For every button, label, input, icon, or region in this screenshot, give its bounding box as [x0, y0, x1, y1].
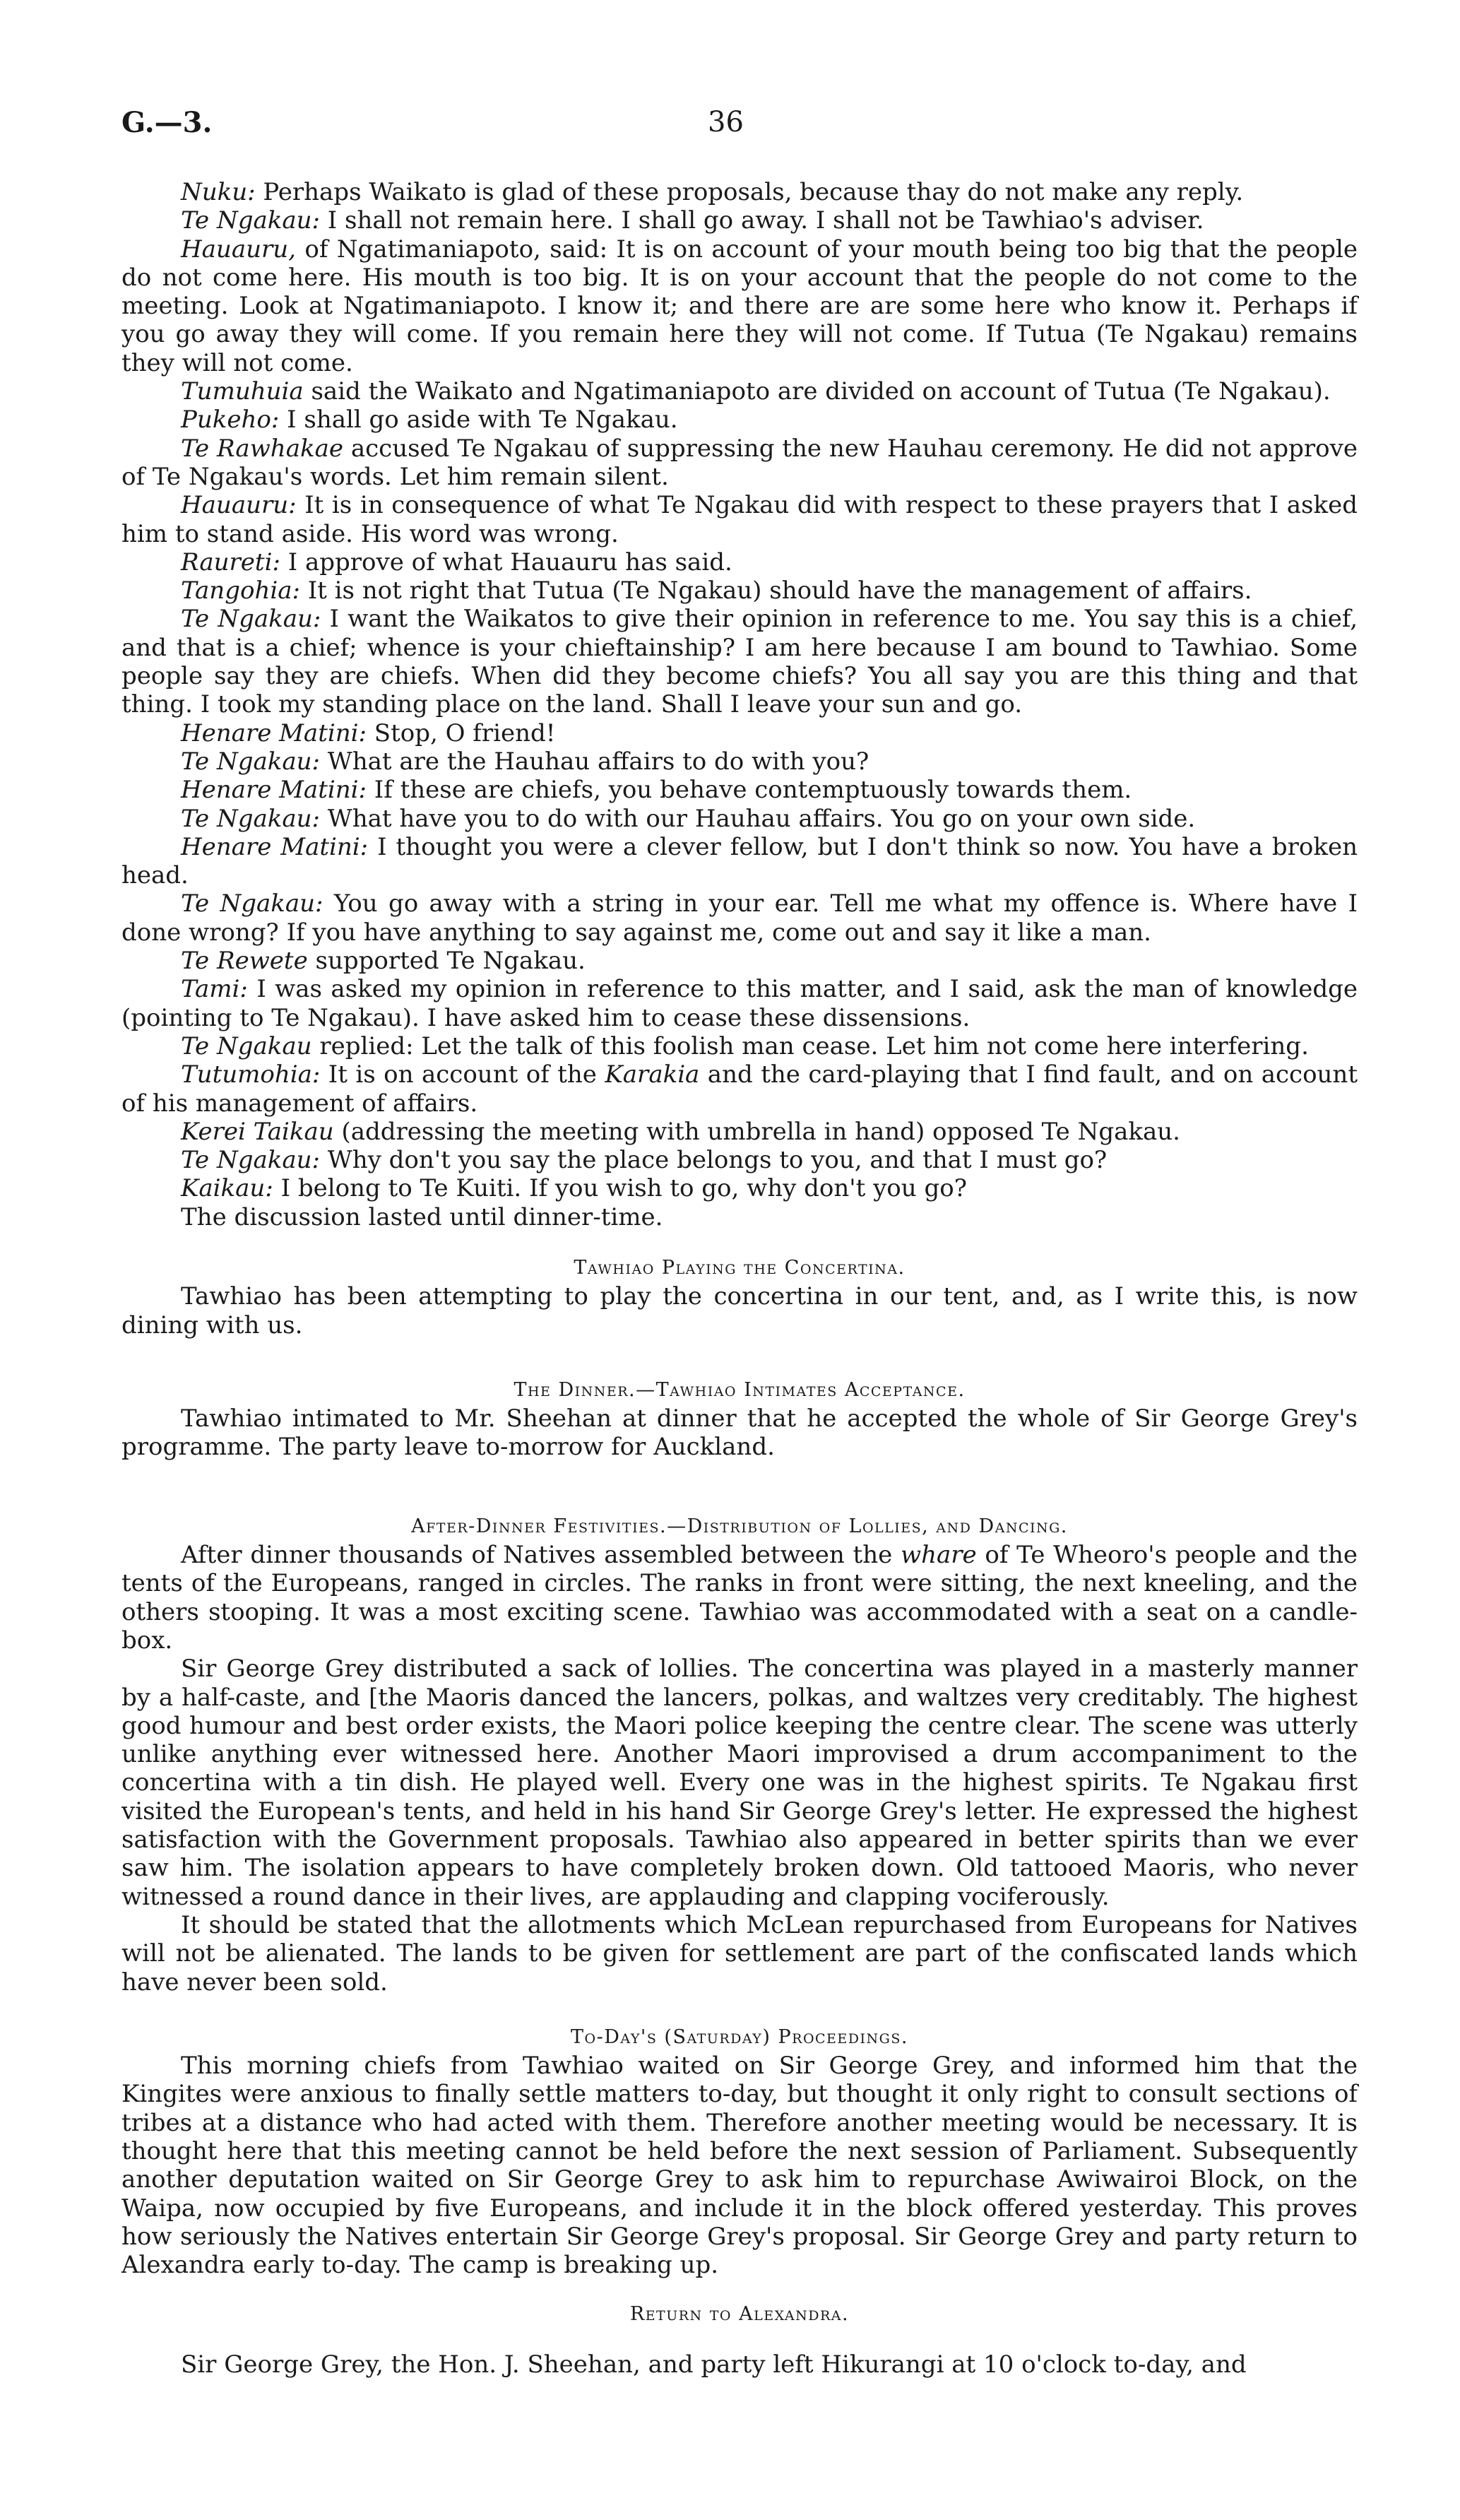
- paragraph-text: You go away with a string in your ear. Tell me what my offence is. Where have I done wrong? If you have anything to say against me, come out and say it like a man.: [121, 889, 1358, 947]
- speaker-name: Henare Matini:: [181, 776, 367, 805]
- page-number: 36: [708, 106, 744, 138]
- paragraph-text: It should be stated that the allotments which McLean repurchased from Europeans for Natives will not be alienated. The lands to be given for settlement are part of the confiscated lands which have never been sold.: [121, 1910, 1358, 1997]
- speaker-name: Tumuhuia: [181, 377, 304, 406]
- paragraph-text: I shall go aside with Te Ngakau.: [279, 406, 678, 434]
- section-heading: After-Dinner Festivities.—Distribution of Lollies, and Dancing.: [411, 1515, 1068, 1537]
- paragraph: [121, 1174, 1358, 1202]
- paragraph-text: (addressing the meeting with umbrella in hand) opposed Te Ngakau.: [333, 1117, 1180, 1146]
- paragraph-text: said the Waikato and Ngatimaniapoto are divided on account of Tutua (Te Ngakau).: [303, 377, 1331, 406]
- paragraph-text: of Te Wheoro's people and the tents of the Europeans, ranged in circles. The ranks in front were sitting, the next kneeling, and the others stooping. It was a most exciting scene. Tawhiao was accommodated with a seat on a candle-box.: [121, 1541, 1358, 1655]
- paragraph: [121, 1655, 1358, 1911]
- italic-term: whare: [900, 1541, 977, 1570]
- paragraph: [121, 406, 1358, 434]
- paragraph: [121, 776, 1358, 804]
- paragraph-text: I shall not remain here. I shall go away. I shall not be Tawhiao's adviser.: [319, 206, 1204, 235]
- paragraph: [121, 206, 1358, 235]
- paragraph-text: Sir George Grey distributed a sack of lollies. The concertina was played in a masterly manner by a half-caste, and [the Maoris danced the lancers, polkas, and waltzes very creditably. The highest good humour and best order exists, the Maori police keeping the centre clear. The scene was utterly unlike anything ever witnessed here. Another Maori improvised a drum accompaniment to the concertina with a tin dish. He played well. Every one was in the highest spirits. Te Ngakau first visited the European's tents, and held in his hand Sir George Grey's letter. He expressed the highest satisfaction with the Government proposals. Tawhiao also appeared in better spirits than we ever saw him. The isolation appears to have completely broken down. Old tattooed Maoris, who never witnessed a round dance in their lives, are applauding and clapping vociferously.: [121, 1655, 1358, 1911]
- paragraph-text: I was asked my opinion in reference to this matter, and I said, ask the man of knowledge (pointing to Te Ngakau). I have asked him to cease these dissensions.: [121, 975, 1358, 1032]
- paragraph-text: Why don't you say the place belongs to you, and that I must go?: [319, 1146, 1108, 1175]
- speaker-name: Te Ngakau:: [181, 804, 320, 833]
- paragraph: [121, 1911, 1358, 1997]
- page-header: [121, 106, 1358, 155]
- paragraph-text: and the card-playing that I find fault, and on account of his management of affairs.: [121, 1060, 1358, 1118]
- paragraph: [121, 719, 1358, 747]
- paragraph-text: Perhaps Waikato is glad of these proposals, because thay do not make any reply.: [255, 178, 1244, 206]
- paragraph: [121, 434, 1358, 492]
- speaker-name: Te Ngakau:: [181, 1146, 320, 1175]
- paragraph-text: What are the Hauhau affairs to do with you?: [319, 747, 870, 776]
- paragraph-text: What have you to do with our Hauhau affairs. You go on your own side.: [319, 804, 1196, 833]
- speaker-name: Tangohia:: [181, 576, 300, 605]
- paragraph: [121, 1282, 1358, 1339]
- paragraph-text: This morning chiefs from Tawhiao waited on Sir George Grey, and informed him that the Kingites were anxious to finally settle matters to-day, but thought it only right to consult sections of tribes at a distance who had acted with them. Therefore another meeting would be necessary. It is thought here that this meeting cannot be held before the next session of Parliament. Subsequently another deputation waited on Sir George Grey to ask him to repurchase Awiwairoi Block, on the Waipa, now occupied by five Europeans, and include it in the block offered yesterday. This proves how seriously the Natives entertain Sir George Grey's proposal. Sir George Grey and party return to Alexandra early to-day. The camp is breaking up.: [121, 2052, 1358, 2280]
- speaker-name: Te Ngakau:: [181, 889, 324, 918]
- paragraph: [121, 1404, 1358, 1462]
- paragraph-text: Tawhiao intimated to Mr. Sheehan at dinner that he accepted the whole of Sir George Grey's programme. The party leave to-morrow for Auckland.: [121, 1404, 1358, 1462]
- italic-term: Karakia: [605, 1060, 700, 1089]
- paragraph-text: I thought you were a clever fellow, but I don't think so now. You have a broken head.: [121, 832, 1358, 890]
- speaker-name: Te Ngakau: [181, 1031, 312, 1060]
- document-reference: G.—3.: [121, 106, 213, 139]
- paragraph-text: accused Te Ngakau of suppressing the new Hauhau ceremony. He did not approve of Te Ngakau's words. Let him remain silent.: [121, 434, 1358, 491]
- paragraph: [121, 833, 1358, 890]
- speaker-name: Te Ngakau:: [181, 747, 320, 776]
- paragraph-text: If these are chiefs, you behave contemptuously towards them.: [366, 776, 1132, 805]
- paragraph-text: I want the Waikatos to give their opinion in reference to me. You say this is a chief, and that is a chief; whence is your chieftainship? I am here because I am bound to Tawhiao. Some people say they are chiefs. When did they become chiefs? You all say you are this thing and that thing. I took my standing place on the land. Shall I leave your sun and go.: [121, 605, 1358, 719]
- paragraph: [121, 178, 1358, 206]
- paragraph-text: It is not right that Tutua (Te Ngakau) should have the management of affairs.: [299, 576, 1252, 605]
- paragraph: [121, 235, 1358, 377]
- paragraph: [121, 975, 1358, 1032]
- paragraph: [121, 2350, 1358, 2379]
- paragraph: [121, 377, 1358, 406]
- section-heading: To-Day's (Saturday) Proceedings.: [571, 2025, 908, 2048]
- paragraph-text: I belong to Te Kuiti. If you wish to go, why don't you go?: [273, 1174, 967, 1203]
- speaker-name: Henare Matini:: [181, 718, 367, 747]
- paragraph: [121, 605, 1358, 718]
- paragraph: [121, 1118, 1358, 1146]
- speaker-name: Nuku:: [181, 178, 256, 206]
- section-heading: The Dinner.—Tawhiao Intimates Acceptance.: [514, 1378, 966, 1401]
- speaker-name: Kaikau:: [181, 1174, 273, 1203]
- speaker-name: Tami:: [181, 975, 248, 1004]
- paragraph: [121, 2052, 1358, 2279]
- paragraph-text: replied: Let the talk of this foolish man cease. Let him not come here interfering.: [311, 1031, 1309, 1060]
- paragraph: [121, 1541, 1358, 1655]
- speaker-name: Kerei Taikau: [181, 1117, 334, 1146]
- paragraph: [121, 1060, 1358, 1118]
- paragraph-text: Stop, O friend!: [366, 718, 556, 747]
- paragraph-text: The discussion lasted until dinner-time.: [181, 1202, 663, 1231]
- paragraph: [121, 947, 1358, 975]
- document-body: [121, 178, 1358, 2379]
- paragraph-text: Sir George Grey, the Hon. J. Sheehan, and party left Hikurangi at 10 o'clock to-day, and: [181, 2350, 1247, 2379]
- speaker-name: Te Ngakau:: [181, 605, 321, 634]
- paragraph: [121, 576, 1358, 605]
- section-heading: Return to Alexandra.: [629, 2303, 850, 2326]
- speaker-name: Tutumohia:: [181, 1060, 321, 1089]
- paragraph-text: supported Te Ngakau.: [307, 947, 586, 976]
- speaker-name: Pukeho:: [181, 406, 280, 434]
- paragraph: [121, 889, 1358, 947]
- speaker-name: Raureti:: [181, 548, 280, 576]
- section-heading: Tawhiao Playing the Concertina.: [574, 1256, 906, 1279]
- paragraph: [121, 1203, 1358, 1231]
- paragraph-text: of Ngatimaniapoto, said: It is on account of your mouth being too big that the people do not come here. His mouth is too big. It is on your account that the people do not come to the meeting. Look at Ngatimaniapoto. I know it; and there are are some here who know it. Perhaps if you go away they will come. If you remain here they will not come. If Tutua (Te Ngakau) remains they will not come.: [121, 235, 1358, 377]
- paragraph: [121, 1032, 1358, 1060]
- paragraph-text: I approve of what Hauauru has said.: [280, 548, 732, 576]
- paragraph: [121, 491, 1358, 548]
- speaker-name: Hauauru,: [181, 235, 296, 264]
- paragraph-text: It is on account of the: [320, 1060, 605, 1089]
- paragraph: [121, 1146, 1358, 1174]
- speaker-name: Henare Matini:: [181, 832, 369, 861]
- paragraph: [121, 747, 1358, 776]
- speaker-name: Te Ngakau:: [181, 206, 320, 235]
- paragraph: [121, 805, 1358, 833]
- paragraph-text: After dinner thousands of Natives assembled between the: [181, 1541, 901, 1570]
- speaker-name: Te Rawhakae: [181, 434, 343, 463]
- paragraph: [121, 548, 1358, 576]
- speaker-name: Hauauru:: [181, 491, 297, 520]
- paragraph-text: It is in consequence of what Te Ngakau did with respect to these prayers that I asked him to stand aside. His word was wrong.: [121, 491, 1358, 548]
- speaker-name: Te Rewete: [181, 947, 308, 976]
- paragraph-text: Tawhiao has been attempting to play the concertina in our tent, and, as I write this, is now dining with us.: [121, 1282, 1358, 1339]
